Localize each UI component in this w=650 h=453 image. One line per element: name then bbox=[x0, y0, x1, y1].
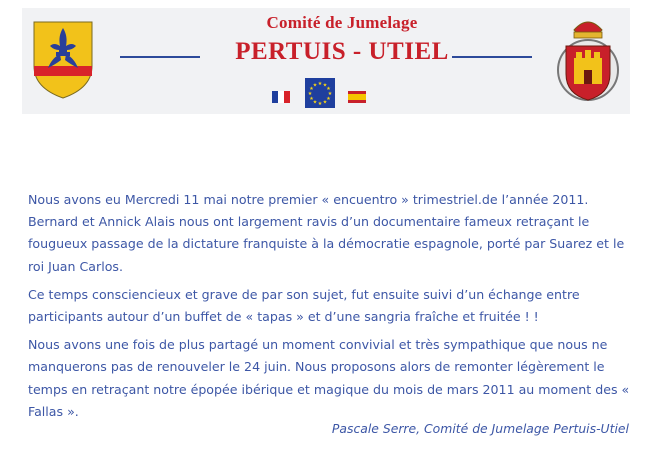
svg-text:★: ★ bbox=[307, 91, 313, 97]
utiel-coat-of-arms-icon bbox=[550, 12, 626, 108]
signature: Pascale Serre, Comité de Jumelage Pertuis-Utiel bbox=[331, 421, 629, 436]
committee-title: Comité de Jumelage bbox=[266, 13, 418, 32]
paragraph: Nous avons une fois de plus partagé un moment convivial et très sympathique que nous ne manquerons pas de renouveler le 24 juin. Nous proposons alors de remonter légèrement le temps en retraçant notre épopée ibérique et magique du mois de mars 2011 au moment des « Fallas ». bbox=[28, 337, 630, 419]
pertuis-coat-of-arms-icon bbox=[32, 20, 94, 100]
svg-text:★: ★ bbox=[309, 86, 314, 92]
flag-spain-icon bbox=[348, 91, 366, 103]
svg-text:★: ★ bbox=[326, 86, 331, 92]
svg-text:★: ★ bbox=[312, 82, 318, 89]
paragraph: Nous avons eu Mercredi 11 mai notre premier « encuentro » trimestriel.de l’année 2011. Bernard et Annick Alais nous ont largement ravis d’un documentaire fameux retraçant le fougueux passage de la dictature franquiste à la démocratie espagnole, porté par Suarez et le roi Juan Carlos. bbox=[28, 192, 625, 274]
flag-europe-icon bbox=[305, 78, 335, 108]
svg-text:★: ★ bbox=[322, 82, 328, 89]
flag-france-icon bbox=[272, 91, 290, 103]
paragraph: Ce temps consciencieux et grave de par son sujet, fut ensuite suivi d’un échange entre participants autour d’un buffet de « tapas » et d’une sangria fraîche et fruitée ! ! bbox=[28, 286, 580, 325]
header-banner bbox=[22, 8, 630, 114]
title-rule-left bbox=[120, 56, 200, 58]
svg-text:★: ★ bbox=[312, 99, 318, 106]
svg-text:★: ★ bbox=[317, 81, 323, 87]
svg-text:★: ★ bbox=[326, 96, 331, 102]
article-body bbox=[28, 189, 633, 429]
towns-title: PERTUIS - UTIEL bbox=[235, 38, 449, 65]
title-rule-right bbox=[452, 56, 532, 58]
svg-text:★: ★ bbox=[322, 99, 328, 106]
svg-text:★: ★ bbox=[317, 101, 323, 107]
svg-text:★: ★ bbox=[327, 91, 333, 97]
svg-text:★: ★ bbox=[309, 96, 314, 102]
